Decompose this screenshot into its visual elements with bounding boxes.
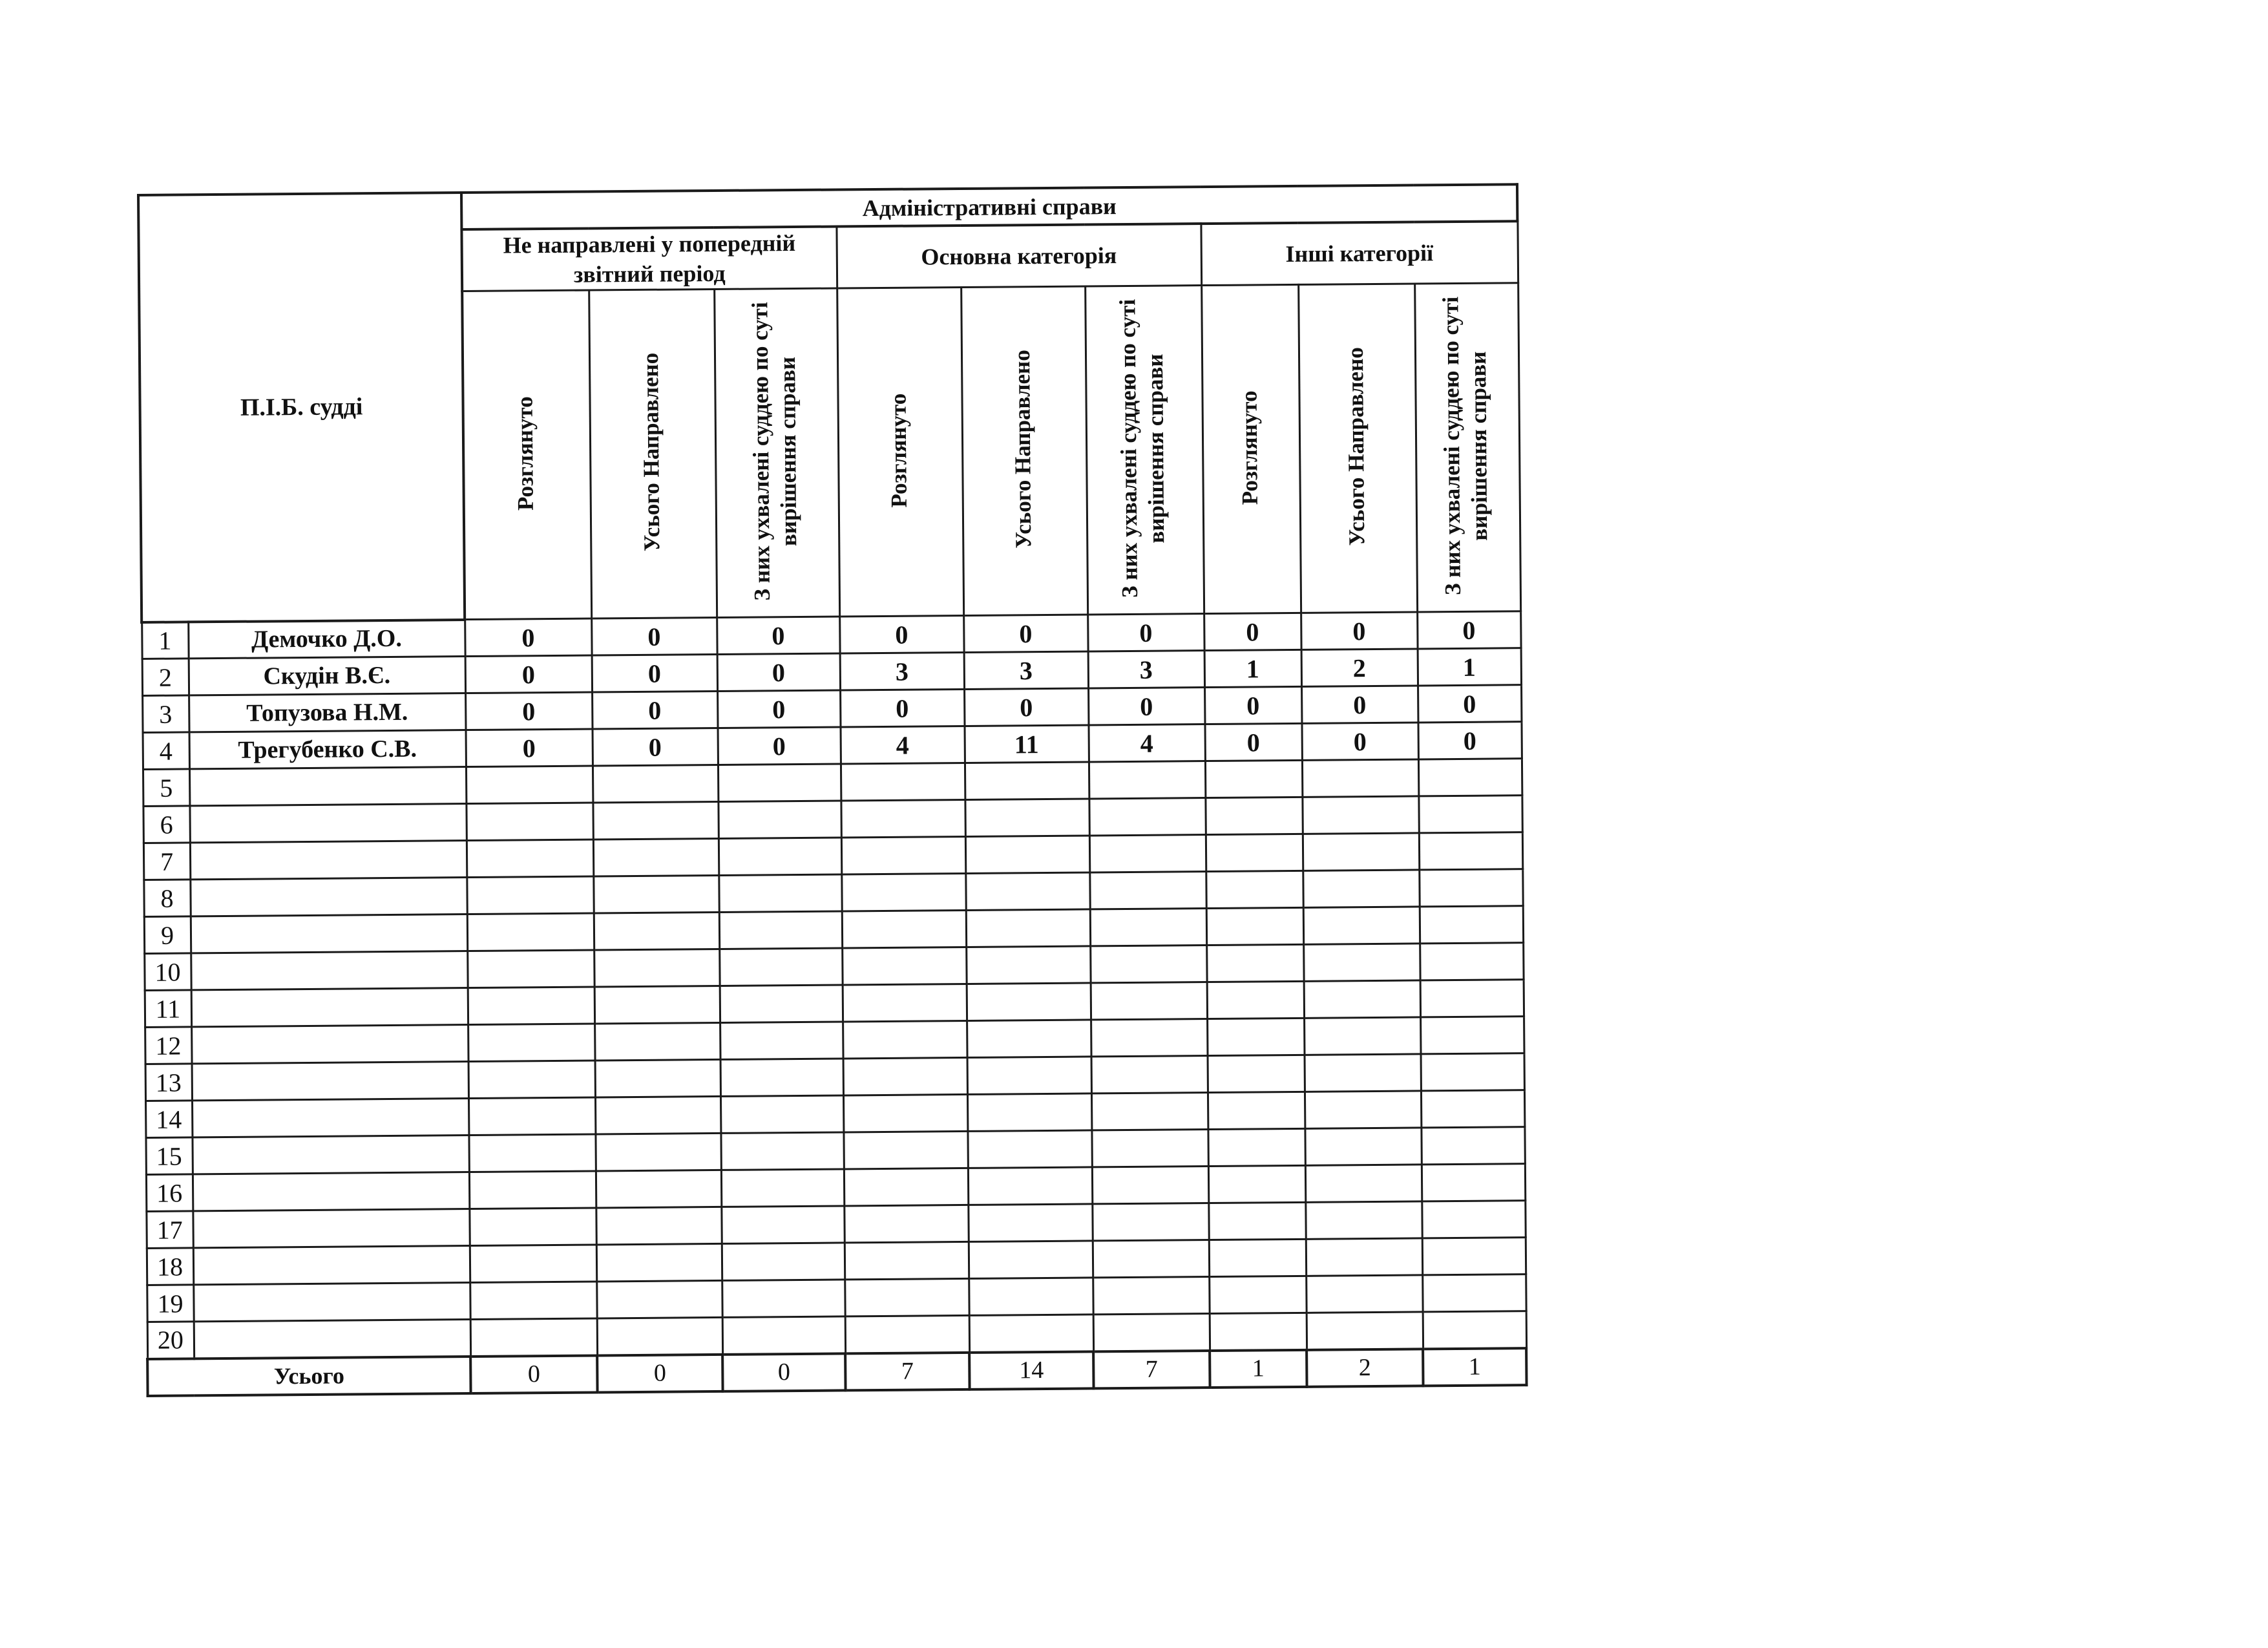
judge-name-cell [191, 988, 468, 1027]
value-cell [1418, 759, 1522, 796]
judge-name-cell [189, 767, 466, 806]
value-cell [841, 763, 965, 801]
subcolumn-reviewed-header-g2 [837, 287, 963, 616]
value-cell [466, 766, 593, 804]
value-cell [468, 1134, 595, 1172]
total-value-cell: 14 [969, 1351, 1093, 1389]
judge-name-cell [191, 951, 467, 990]
group-header-not-sent [461, 227, 837, 291]
value-cell [1208, 1165, 1305, 1203]
total-value-cell: 0 [470, 1355, 597, 1393]
value-cell [967, 1130, 1091, 1168]
judge-name-cell [192, 1136, 468, 1174]
value-cell: 0 [1204, 723, 1301, 761]
row-number: 10 [144, 953, 191, 991]
value-cell [596, 1207, 721, 1245]
value-cell [468, 987, 594, 1025]
value-cell: 0 [717, 617, 839, 654]
row-number: 11 [145, 990, 191, 1028]
value-cell [469, 1171, 596, 1209]
value-cell: 0 [840, 689, 964, 727]
value-cell [722, 1243, 845, 1280]
value-cell [467, 913, 594, 951]
group-header-label: Основна категорія [921, 242, 1117, 270]
judge-name-cell [189, 804, 466, 843]
subcolumn-label: Усього Направлено [1342, 347, 1370, 547]
value-cell [1421, 1090, 1524, 1128]
judge-name-header [138, 193, 465, 622]
value-cell [720, 1022, 843, 1059]
value-cell [1205, 797, 1302, 834]
value-cell: 1 [1418, 648, 1521, 686]
value-cell [1304, 980, 1420, 1018]
value-cell: 3 [1088, 651, 1204, 688]
subcolumn-total-sent-header-g2 [961, 286, 1087, 615]
value-cell: 0 [592, 691, 717, 729]
value-cell [1091, 1056, 1208, 1093]
value-cell: 0 [465, 655, 592, 693]
value-cell [841, 873, 965, 911]
value-cell: 0 [1301, 686, 1418, 723]
row-number: 6 [143, 806, 189, 843]
value-cell [1091, 982, 1207, 1020]
value-cell [969, 1315, 1093, 1353]
row-number: 7 [143, 843, 190, 880]
value-cell: 0 [717, 653, 840, 691]
value-cell [470, 1282, 596, 1320]
value-cell [596, 1170, 721, 1208]
value-cell: 0 [1088, 688, 1204, 725]
total-value-cell: 7 [845, 1352, 969, 1390]
value-cell [841, 836, 965, 874]
value-cell [722, 1280, 845, 1317]
value-cell [470, 1245, 596, 1283]
value-cell [843, 1094, 967, 1132]
value-cell [1303, 944, 1420, 981]
value-cell [1209, 1276, 1306, 1313]
value-cell [593, 801, 718, 840]
value-cell [1419, 869, 1522, 907]
judge-name-cell [190, 878, 467, 916]
total-value-cell: 0 [597, 1354, 722, 1392]
row-number: 5 [143, 769, 189, 807]
value-cell [1418, 796, 1522, 833]
value-cell [593, 875, 719, 913]
value-cell: 0 [1418, 722, 1521, 759]
value-cell [845, 1315, 969, 1353]
subcolumn-reviewed-header-g3 [1201, 284, 1301, 613]
row-number: 16 [146, 1174, 193, 1212]
value-cell: 0 [1204, 613, 1301, 650]
value-cell [1210, 1313, 1307, 1350]
group-header-other-categories [1201, 221, 1518, 285]
value-cell [720, 1132, 843, 1170]
total-value-cell: 0 [722, 1353, 845, 1391]
value-cell [965, 836, 1089, 874]
judge-name-cell [194, 1320, 470, 1358]
subcolumn-label: Розглянуто [512, 396, 539, 511]
value-cell: 0 [718, 727, 841, 765]
value-cell [597, 1317, 722, 1355]
value-cell: 2 [1301, 649, 1418, 686]
value-cell [1208, 1092, 1305, 1129]
value-cell [1423, 1311, 1526, 1349]
value-cell [968, 1167, 1092, 1205]
value-cell [594, 986, 720, 1024]
value-cell [1089, 798, 1205, 836]
subcolumn-label: Усього Направлено [1009, 350, 1036, 549]
value-cell [719, 838, 841, 875]
subcolumn-decided-on-merits-header-g3 [1414, 283, 1520, 612]
value-cell: 0 [593, 728, 718, 766]
value-cell [1205, 760, 1302, 798]
value-cell [967, 1057, 1091, 1095]
value-cell [1422, 1201, 1525, 1238]
value-cell [594, 1022, 720, 1061]
value-cell [1303, 907, 1420, 944]
subcolumn-total-sent-header-g3 [1298, 284, 1417, 613]
value-cell [1091, 1093, 1208, 1130]
group-header-main-category [836, 224, 1201, 288]
value-cell: 3 [964, 651, 1088, 690]
row-number: 15 [145, 1137, 192, 1175]
value-cell [1206, 871, 1303, 908]
value-cell [1207, 1018, 1304, 1055]
value-cell: 0 [717, 690, 840, 728]
value-cell: 0 [465, 618, 591, 657]
value-cell [966, 946, 1090, 984]
value-cell [1209, 1239, 1306, 1276]
row-number: 8 [143, 880, 190, 917]
value-cell: 0 [963, 615, 1087, 653]
value-cell [967, 1020, 1091, 1058]
judge-name-cell: Топузова Н.М. [189, 693, 465, 732]
subcolumn-total-sent-header-g1 [589, 289, 717, 618]
value-cell [1089, 872, 1206, 909]
row-number: 2 [142, 659, 189, 696]
value-cell [1208, 1128, 1305, 1166]
value-cell [719, 948, 842, 986]
value-cell: 0 [964, 688, 1088, 726]
subcolumn-label: Розглянуто [1236, 390, 1263, 505]
value-cell [1303, 833, 1419, 871]
value-cell [1207, 981, 1304, 1019]
value-cell [470, 1318, 597, 1357]
value-cell [845, 1241, 969, 1280]
value-cell [845, 1278, 969, 1316]
value-cell [1302, 759, 1418, 797]
total-value-cell: 2 [1307, 1349, 1423, 1386]
value-cell [468, 1024, 594, 1062]
value-cell: 0 [1087, 614, 1204, 651]
value-cell: 0 [1301, 612, 1417, 650]
value-cell: 0 [592, 654, 717, 692]
value-cell [467, 876, 593, 914]
subcolumn-label: З них ухвалені суддею по суті вирішення справи [1115, 299, 1170, 598]
value-cell [595, 1133, 720, 1171]
value-cell [1093, 1240, 1209, 1278]
value-cell [1092, 1203, 1208, 1241]
judge-name-cell: Демочко Д.О. [188, 620, 465, 659]
value-cell [1421, 1053, 1524, 1091]
value-cell [1206, 944, 1303, 982]
judge-name-cell: Трегубенко С.В. [189, 730, 466, 769]
value-cell [594, 949, 719, 987]
value-cell [719, 874, 841, 912]
value-cell [965, 872, 1089, 911]
row-number: 19 [147, 1285, 193, 1322]
judge-name-header-label: П.І.Б. судді [240, 393, 363, 422]
judge-name-cell [192, 1062, 468, 1101]
subcolumn-reviewed-header-g1 [462, 290, 591, 620]
value-cell [1093, 1314, 1210, 1351]
value-cell [1305, 1201, 1422, 1239]
row-number: 12 [145, 1027, 191, 1064]
row-number: 9 [144, 916, 191, 954]
value-cell [718, 764, 841, 801]
total-value-cell: 7 [1093, 1351, 1210, 1388]
total-value-cell: 1 [1423, 1348, 1526, 1386]
subcolumn-decided-on-merits-header-g2 [1085, 286, 1204, 615]
judge-name-cell [193, 1172, 469, 1211]
value-cell [721, 1169, 844, 1207]
value-cell [842, 947, 966, 985]
judge-name-cell [190, 841, 467, 880]
value-cell [843, 984, 967, 1022]
value-cell [1305, 1165, 1422, 1202]
value-cell [720, 985, 843, 1022]
row-number: 1 [142, 622, 188, 659]
value-cell [1420, 906, 1523, 944]
administrative-cases-table [137, 183, 1528, 1397]
row-number: 3 [142, 695, 189, 733]
value-cell [1089, 835, 1206, 872]
value-cell [718, 801, 841, 838]
value-cell [1304, 1017, 1420, 1055]
subcolumn-label: З них ухвалені суддею по суті вирішення справи [1438, 296, 1493, 596]
value-cell [1305, 1054, 1421, 1092]
value-cell [967, 1093, 1091, 1132]
value-cell [1420, 1017, 1524, 1054]
row-number: 17 [146, 1211, 193, 1249]
value-cell: 1 [1204, 650, 1301, 687]
value-cell [468, 1097, 595, 1136]
value-cell [1419, 832, 1522, 870]
row-number: 13 [145, 1064, 192, 1101]
value-cell: 0 [1417, 611, 1520, 649]
judge-name-cell: Скудін В.Є. [189, 657, 465, 695]
value-cell [595, 1096, 720, 1134]
value-cell [1420, 980, 1524, 1017]
value-cell [720, 1095, 843, 1133]
value-cell [969, 1241, 1093, 1279]
value-cell [721, 1206, 844, 1243]
value-cell [1421, 1127, 1524, 1165]
value-cell: 0 [466, 729, 593, 767]
value-cell [468, 1061, 595, 1099]
value-cell: 0 [1301, 723, 1418, 760]
value-cell [1422, 1238, 1526, 1275]
value-cell [1303, 870, 1419, 907]
value-cell [1208, 1055, 1305, 1092]
judge-name-cell [193, 1246, 470, 1285]
value-cell [843, 1020, 967, 1059]
table-title-label: Адміністративні справи [862, 193, 1117, 221]
value-cell [1206, 834, 1303, 871]
value-cell [595, 1059, 720, 1097]
value-cell [1306, 1238, 1422, 1276]
value-cell [843, 1131, 967, 1169]
value-cell [1208, 1202, 1305, 1240]
judge-name-cell [191, 914, 467, 953]
value-cell [1089, 761, 1205, 799]
total-value-cell: 1 [1210, 1349, 1307, 1387]
value-cell: 4 [841, 726, 965, 764]
value-cell [1091, 1130, 1208, 1167]
value-cell [1305, 1091, 1421, 1128]
row-number: 20 [147, 1322, 194, 1359]
value-cell [720, 1059, 843, 1096]
subcolumn-label: З них ухвалені суддею по суті вирішення справи [747, 302, 802, 601]
row-number: 4 [143, 732, 189, 770]
value-cell [1422, 1164, 1525, 1201]
subcolumn-decided-on-merits-header-g1 [714, 288, 839, 617]
judge-name-cell [192, 1099, 468, 1137]
value-cell: 0 [465, 692, 592, 730]
value-cell [593, 838, 719, 876]
value-cell [841, 799, 965, 838]
value-cell [965, 799, 1089, 837]
value-cell: 0 [839, 615, 963, 653]
value-cell [722, 1316, 845, 1354]
value-cell: 11 [965, 725, 1089, 763]
judge-name-cell [193, 1283, 470, 1322]
value-cell [968, 1204, 1092, 1242]
value-cell [1306, 1275, 1422, 1313]
value-cell [966, 909, 1090, 947]
row-number: 14 [145, 1101, 192, 1138]
value-cell [965, 762, 1089, 800]
value-cell [1092, 1167, 1208, 1204]
value-cell [969, 1278, 1093, 1316]
value-cell [1090, 909, 1206, 946]
value-cell [1307, 1312, 1423, 1349]
value-cell [467, 950, 594, 988]
value-cell [1090, 945, 1206, 983]
value-cell [466, 803, 593, 841]
value-cell: 0 [591, 617, 717, 655]
judge-name-cell [191, 1025, 468, 1064]
value-cell: 4 [1089, 724, 1205, 762]
value-cell [596, 1243, 722, 1282]
value-cell [1206, 907, 1303, 945]
subcolumn-label: Розглянуто [885, 393, 912, 508]
value-cell [1420, 943, 1523, 980]
value-cell [593, 765, 718, 803]
value-cell [1093, 1277, 1209, 1315]
value-cell [596, 1280, 722, 1318]
value-cell [719, 911, 842, 949]
value-cell [844, 1205, 968, 1243]
value-cell [1305, 1128, 1421, 1165]
value-cell [1091, 1019, 1207, 1057]
value-cell [843, 1057, 967, 1095]
value-cell [467, 840, 593, 878]
value-cell [469, 1208, 596, 1246]
value-cell: 0 [1204, 686, 1301, 724]
value-cell [1302, 796, 1418, 834]
judge-name-cell [193, 1209, 469, 1248]
row-number: 18 [147, 1248, 193, 1285]
group-header-label: Інші категорії [1285, 240, 1434, 268]
group-header-label: Не направлені у попередній звітний період [503, 229, 796, 288]
value-cell: 3 [840, 652, 964, 690]
value-cell [594, 912, 719, 950]
total-label: Усього [147, 1357, 470, 1396]
value-cell: 0 [1418, 685, 1521, 723]
value-cell [1422, 1274, 1526, 1312]
value-cell [842, 910, 966, 948]
subcolumn-label: Усього Направлено [637, 352, 665, 552]
value-cell [967, 983, 1091, 1021]
value-cell [844, 1168, 968, 1206]
